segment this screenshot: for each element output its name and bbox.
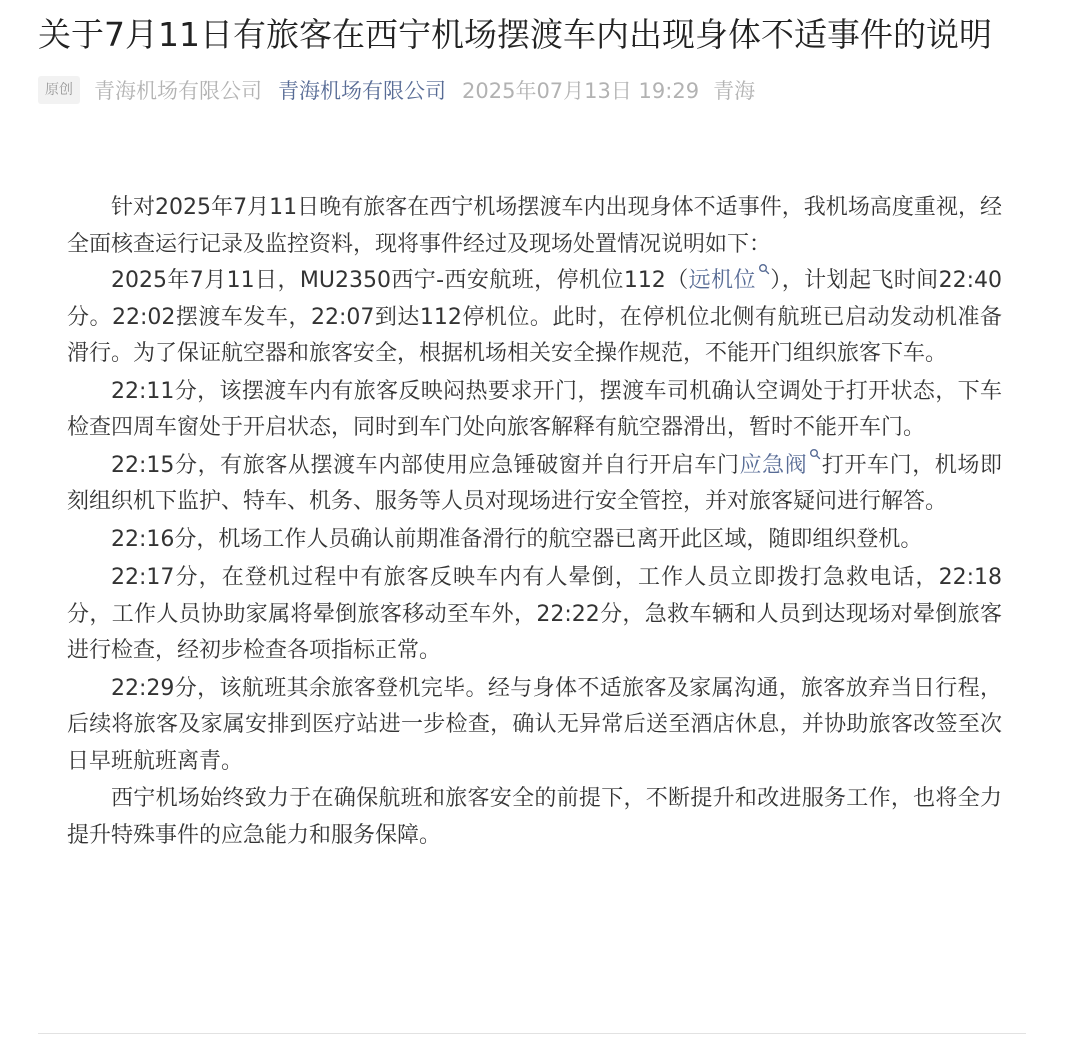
author-name: 青海机场有限公司 <box>94 79 262 103</box>
emergency-valve-link[interactable]: 应急阀 <box>739 452 808 478</box>
remote-stand-link[interactable]: 远机位 <box>688 268 756 293</box>
paragraph-text: ），计划起飞时间22:40分。22:02摆渡车发车，22:07到达112停机位。此时，在停机位北侧有航班已启动发动机准备滑行。为了保证航空器和旅客安全，根据机场相关安全操作规范，不能开门组织旅客下车。 <box>67 268 1002 366</box>
paragraph-text: 22:15分，有旅客从摆渡车内部使用应急锤破窗并自行开启车门 <box>111 452 740 478</box>
publish-time: 2025年07月13日 19:29 <box>462 79 700 103</box>
paragraph-text: 打开车门，机场即刻组织机下监护、特车、机务、服务等人员对现场进行安全管控，并对旅客疑问进行解答。 <box>67 452 1002 514</box>
bottom-divider <box>38 1033 1026 1034</box>
paragraph <box>67 263 1002 373</box>
original-badge: 原创 <box>38 76 80 104</box>
paragraph: 22:17分，在登机过程中有旅客反映车内有人晕倒，工作人员立即拨打急救电话，22:18分，工作人员协助家属将晕倒旅客移动至车外，22:22分，急救车辆和人员到达现场对晕倒旅客进行检查，经初步检查各项指标正常。 <box>67 565 1002 663</box>
paragraph: 西宁机场始终致力于在确保航班和旅客安全的前提下，不断提升和改进服务工作，也将全力提升特殊事件的应急能力和服务保障。 <box>67 786 1002 848</box>
article-title: 关于7月11日有旅客在西宁机场摆渡车内出现身体不适事件的说明 <box>38 15 992 54</box>
paragraph: 22:16分，机场工作人员确认前期准备滑行的航空器已离开此区域，随即组织登机。 <box>111 526 923 552</box>
publish-location: 青海 <box>713 79 756 103</box>
account-name-link[interactable]: 青海机场有限公司 <box>278 79 446 103</box>
paragraph <box>67 448 1002 521</box>
article-body <box>67 190 1002 854</box>
paragraph-text: 2025年7月11日，MU2350西宁-西安航班，停机位112（ <box>111 268 689 293</box>
paragraph: 22:11分，该摆渡车内有旅客反映闷热要求开门，摆渡车司机确认空调处于打开状态，下车检查四周车窗处于开启状态，同时到车门处向旅客解释有航空器滑出，暂时不能开车门。 <box>67 378 1002 440</box>
search-icon[interactable] <box>758 263 770 281</box>
search-icon[interactable] <box>809 448 821 466</box>
paragraph: 针对2025年7月11日晚有旅客在西宁机场摆渡车内出现身体不适事件，我机场高度重视，经全面核查运行记录及监控资料，现将事件经过及现场处置情况说明如下： <box>67 195 1002 257</box>
article-meta <box>38 74 755 106</box>
paragraph: 22:29分，该航班其余旅客登机完毕。经与身体不适旅客及家属沟通，旅客放弃当日行程，后续将旅客及家属安排到医疗站进一步检查，确认无异常后送至酒店休息，并协助旅客改签至次日早班航班离青。 <box>67 675 1002 774</box>
